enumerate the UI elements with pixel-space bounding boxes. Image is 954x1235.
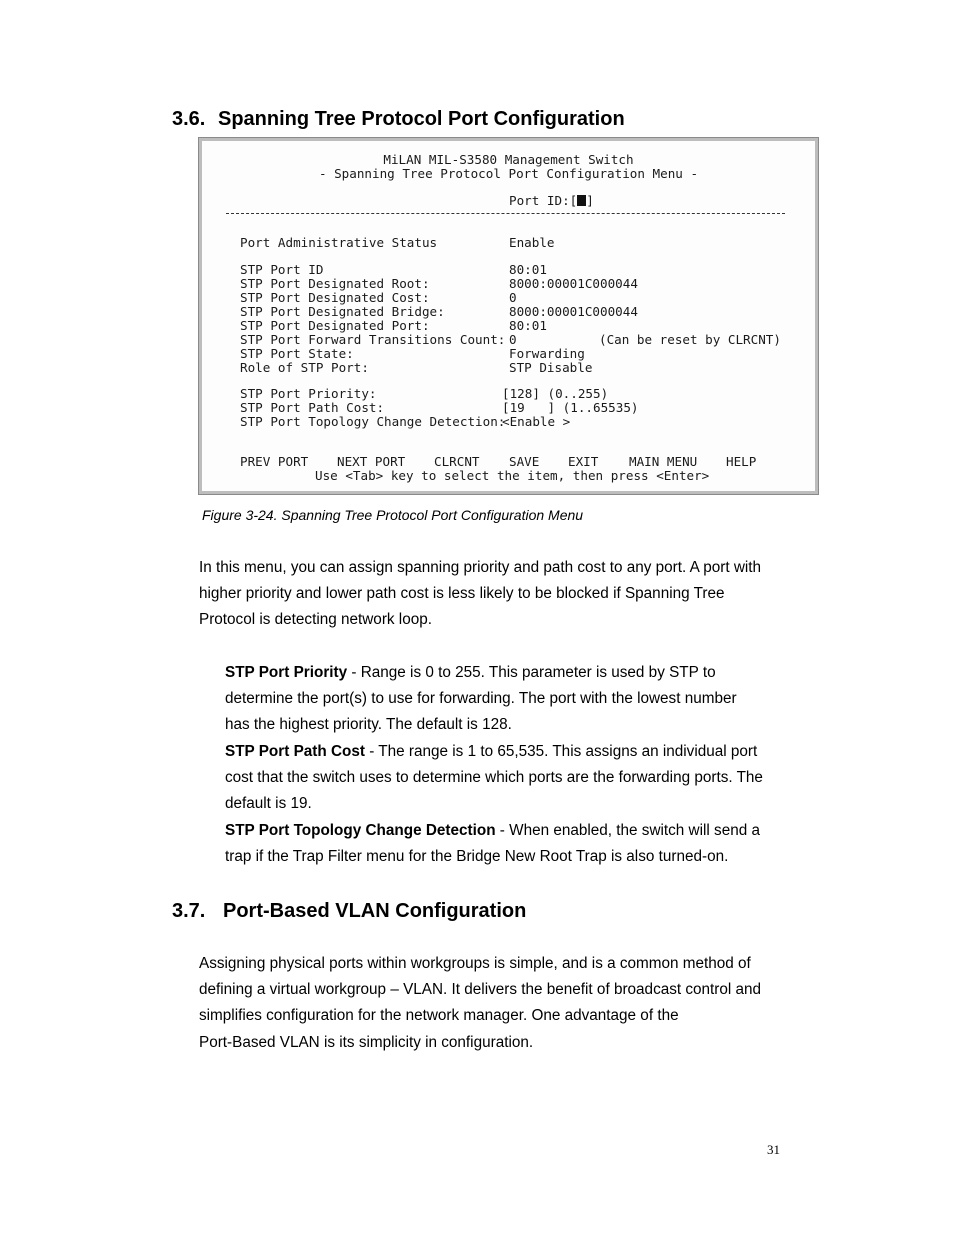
field-value: Forwarding bbox=[509, 346, 585, 361]
param-label: STP Port Topology Change Detection: bbox=[240, 414, 506, 429]
field-note: (Can be reset by CLRCNT) bbox=[599, 332, 781, 347]
param-label: STP Port Priority: bbox=[240, 386, 377, 401]
topology-paragraph bbox=[225, 818, 760, 870]
terminal-hint: Use <Tab> key to select the item, then press <Enter> bbox=[315, 468, 710, 483]
port-id-label: Port ID:[ bbox=[509, 193, 578, 208]
term-description: - Range is 0 to 255. This parameter is used by STP to bbox=[347, 664, 716, 681]
field-label: STP Port Designated Bridge: bbox=[240, 304, 445, 319]
section-number: 3.7. bbox=[172, 900, 206, 922]
section-title: Spanning Tree Protocol Port Configuration bbox=[218, 108, 625, 130]
field-label: STP Port Designated Port: bbox=[240, 318, 430, 333]
field-value: 8000:00001C000044 bbox=[509, 276, 638, 291]
section-number: 3.6. bbox=[172, 108, 206, 130]
field-label: Port Administrative Status bbox=[240, 235, 438, 250]
term-label: STP Port Topology Change Detection bbox=[225, 822, 496, 839]
text-line bbox=[225, 818, 760, 844]
terminal-title: MiLAN MIL-S3580 Management Switch bbox=[383, 152, 634, 167]
text-line: higher priority and lower path cost is less likely to be blocked if Spanning Tree bbox=[199, 585, 725, 603]
page-number: 31 bbox=[767, 1142, 780, 1157]
field-value: 80:01 bbox=[509, 262, 547, 277]
port-id-close: ] bbox=[586, 193, 594, 208]
menu-prev-port: PREV PORT bbox=[240, 454, 309, 469]
text-line: Assigning physical ports within workgroups is simple, and is a common method of bbox=[199, 955, 751, 972]
vlan-paragraph bbox=[199, 951, 761, 1056]
field-label: STP Port Designated Root: bbox=[240, 276, 430, 291]
field-value: 80:01 bbox=[509, 318, 547, 333]
text-line: Protocol is detecting network loop. bbox=[199, 611, 432, 629]
menu-clrcnt: CLRCNT bbox=[434, 454, 480, 469]
text-line: determine the port(s) to use for forwarding. The port with the lowest number bbox=[225, 690, 737, 708]
priority-paragraph bbox=[225, 660, 737, 739]
param-label: STP Port Path Cost: bbox=[240, 400, 385, 415]
term-label: STP Port Priority bbox=[225, 664, 348, 681]
field-label: STP Port ID bbox=[240, 262, 324, 277]
text-line bbox=[225, 739, 763, 765]
text-line: trap if the Trap Filter menu for the Bridge New Root Trap is also turned-on. bbox=[225, 848, 729, 866]
menu-exit: EXIT bbox=[568, 454, 599, 469]
term-description: - The range is 1 to 65,535. This assigns an individual port bbox=[364, 743, 758, 760]
field-label: STP Port Forward Transitions Count: bbox=[240, 332, 506, 347]
text-line: defining a virtual workgroup – VLAN. It delivers the benefit of broadcast control and bbox=[199, 981, 762, 999]
text-line: cost that the switch uses to determine which ports are the forwarding ports. The bbox=[225, 769, 763, 787]
section-heading-3-6 bbox=[172, 108, 625, 131]
text-line: In this menu, you can assign spanning priority and path cost to any port. A port with bbox=[199, 559, 762, 576]
path-cost-input: [19 ] (1..65535) bbox=[502, 400, 639, 415]
menu-help: HELP bbox=[726, 454, 757, 469]
term-label: STP Port Path Cost bbox=[225, 743, 365, 760]
field-label: Role of STP Port: bbox=[240, 360, 369, 375]
field-label: STP Port State: bbox=[240, 346, 354, 361]
text-line: has the highest priority. The default is 128. bbox=[225, 716, 512, 734]
path-cost-paragraph bbox=[225, 739, 763, 818]
port-id-field bbox=[509, 194, 594, 208]
field-value: 0 bbox=[509, 290, 517, 305]
menu-save: SAVE bbox=[509, 454, 540, 469]
text-cursor bbox=[577, 195, 586, 206]
priority-input: [128] (0..255) bbox=[502, 386, 609, 401]
figure-caption: Figure 3-24. Spanning Tree Protocol Port Configuration Menu bbox=[202, 507, 584, 523]
field-value: 8000:00001C000044 bbox=[509, 304, 638, 319]
intro-paragraph bbox=[199, 555, 761, 634]
menu-next-port: NEXT PORT bbox=[337, 454, 406, 469]
field-value: Enable bbox=[509, 235, 555, 250]
menu-main-menu: MAIN MENU bbox=[629, 454, 698, 469]
separator-line bbox=[226, 213, 785, 214]
term-description: - When enabled, the switch will send a bbox=[495, 822, 760, 839]
text-line: default is 19. bbox=[225, 795, 312, 813]
field-label: STP Port Designated Cost: bbox=[240, 290, 430, 305]
section-title: Port-Based VLAN Configuration bbox=[223, 900, 527, 922]
field-value: 0 bbox=[509, 332, 517, 347]
section-heading-3-7 bbox=[172, 900, 526, 923]
terminal-subtitle: - Spanning Tree Protocol Port Configuration Menu - bbox=[318, 166, 699, 181]
terminal-screenshot bbox=[199, 138, 818, 494]
text-line: simplifies configuration for the network manager. One advantage of the bbox=[199, 1007, 679, 1025]
text-line bbox=[225, 660, 737, 686]
topology-select: <Enable > bbox=[502, 414, 571, 429]
text-line: Port-Based VLAN is its simplicity in configuration. bbox=[199, 1033, 534, 1051]
field-value: STP Disable bbox=[509, 360, 593, 375]
